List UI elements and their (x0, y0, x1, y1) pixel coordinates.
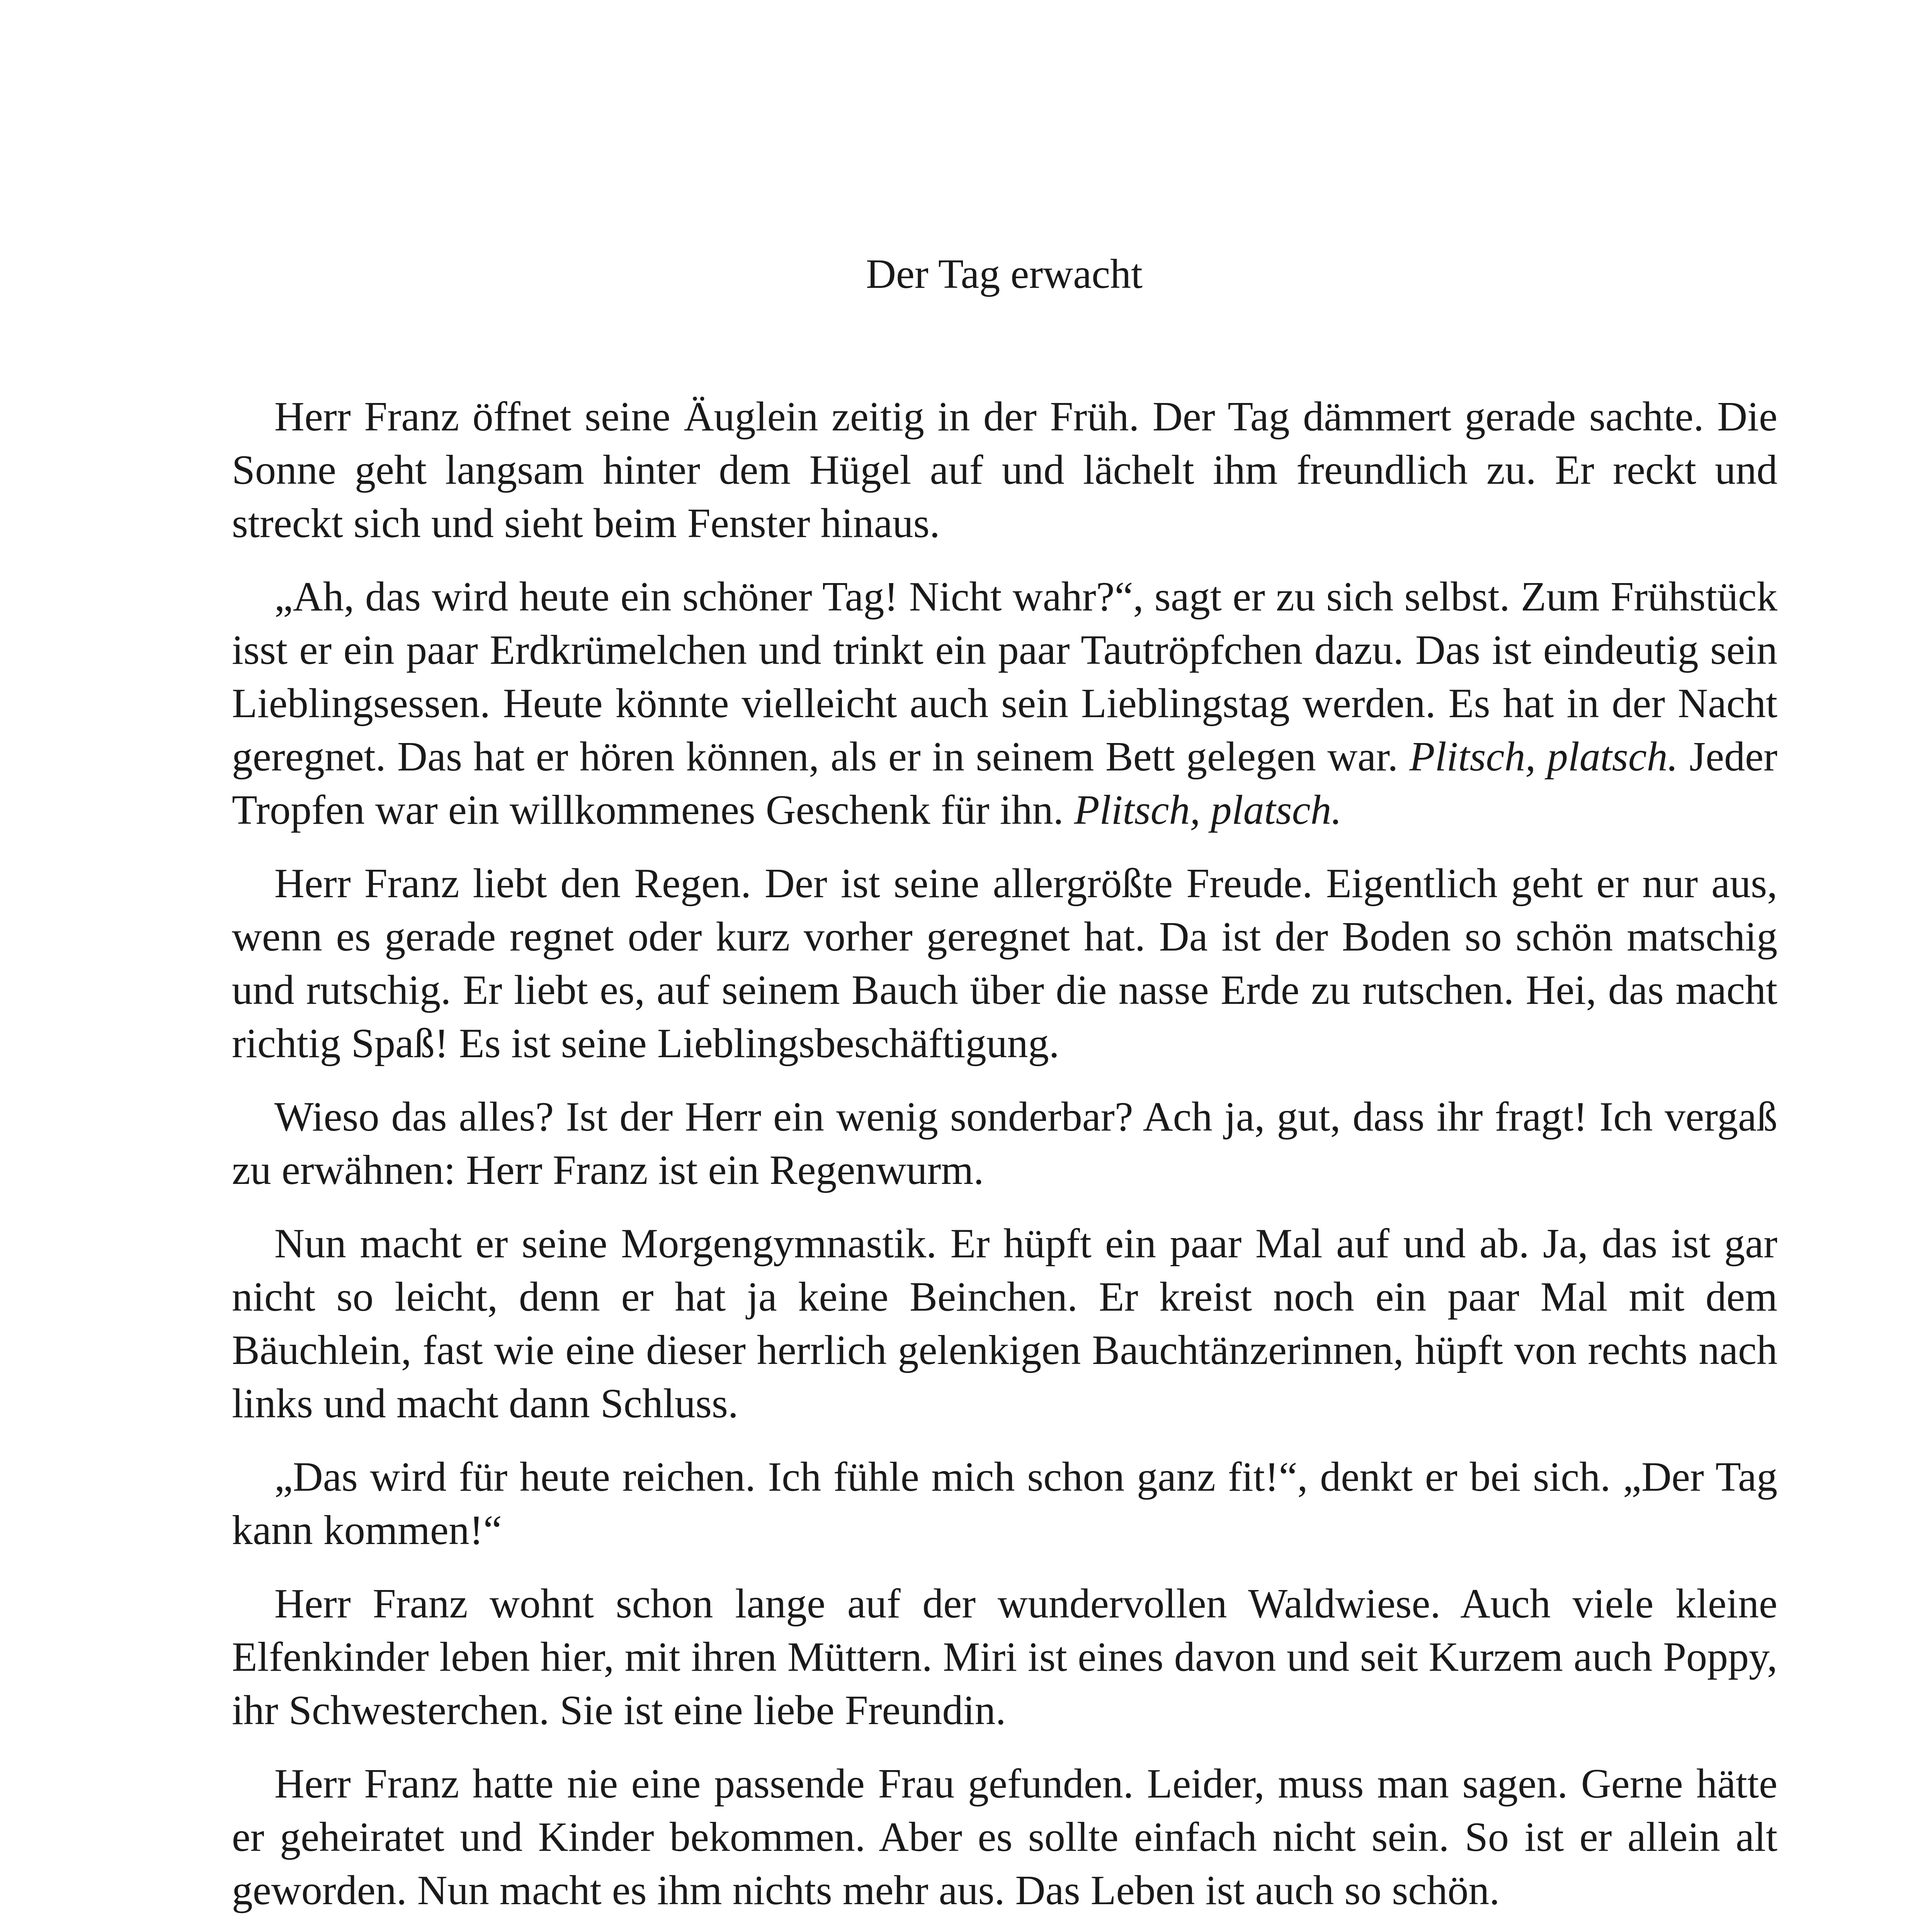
paragraph-2-emphasis-2: Plitsch, platsch. (1074, 787, 1342, 833)
paragraph-4: Wieso das alles? Ist der Herr ein wenig sonderbar? Ach ja, gut, dass ihr fragt! Ich vergaß zu erwähnen: Herr Franz ist ein Regenwurm. (232, 1094, 1777, 1193)
chapter-title: Der Tag erwacht (866, 251, 1143, 297)
paragraph-2-text-b: Jeder Tropfen war ein willkommenes Geschenk für ihn. (232, 734, 1777, 833)
paragraph-7: Herr Franz wohnt schon lange auf der wundervollen Waldwiese. Auch viele kleine Elfenkinder leben hier, mit ihren Müttern. Miri ist eines davon und seit Kurzem auch Poppy, ihr Schwesterchen. Sie ist eine liebe Freundin. (232, 1581, 1777, 1733)
paragraph-2-text-a: „Ah, das wird heute ein schöner Tag! Nicht wahr?“, sagt er zu sich selbst. Zum Frühstück isst er ein paar Erdkrümelchen und trinkt ein paar Tautröpfchen dazu. Das ist eindeutig sein Lieblingsessen. Heute könnte vielleicht auch sein Lieblingstag werden. Es hat in der Nacht geregnet. Das hat er hören können, als er in seinem Bett gelegen war. (232, 574, 1777, 780)
paragraph-2-emphasis-1: Plitsch, platsch. (1409, 734, 1678, 780)
paragraph-3: Herr Franz liebt den Regen. Der ist seine allergrößte Freude. Eigentlich geht er nur aus, wenn es gerade regnet oder kurz vorher geregnet hat. Da ist der Boden so schön matschig und rutschig. Er liebt es, auf seinem Bauch über die nasse Erde zu rutschen. Hei, das macht richtig Spaß! Es ist seine Lieblingsbeschäftigung. (232, 861, 1777, 1066)
paragraph-2 (232, 570, 1777, 837)
paragraph-6: „Das wird für heute reichen. Ich fühle mich schon ganz fit!“, denkt er bei sich. „Der Tag kann kommen!“ (232, 1454, 1777, 1553)
body-text (232, 390, 1777, 1932)
paragraph-8: Herr Franz hatte nie eine passende Frau gefunden. Leider, muss man sagen. Gerne hätte er geheiratet und Kinder bekommen. Aber es sollte einfach nicht sein. So ist er allein alt geworden. Nun macht es ihm nichts mehr aus. Das Leben ist auch so schön. (232, 1761, 1777, 1913)
paragraph-5: Nun macht er seine Morgengymnastik. Er hüpft ein paar Mal auf und ab. Ja, das ist gar nicht so leicht, denn er hat ja keine Beinchen. Er kreist noch ein paar Mal mit dem Bäuchlein, fast wie eine dieser herrlich gelenkigen Bauchtänzerinnen, hüpft von rechts nach links und macht dann Schluss. (232, 1221, 1777, 1427)
paragraph-1: Herr Franz öffnet seine Äuglein zeitig in der Früh. Der Tag dämmert gerade sachte. Die Sonne geht langsam hinter dem Hügel auf und lächelt ihm freundlich zu. Er reckt und streckt sich und sieht beim Fenster hinaus. (232, 394, 1777, 546)
